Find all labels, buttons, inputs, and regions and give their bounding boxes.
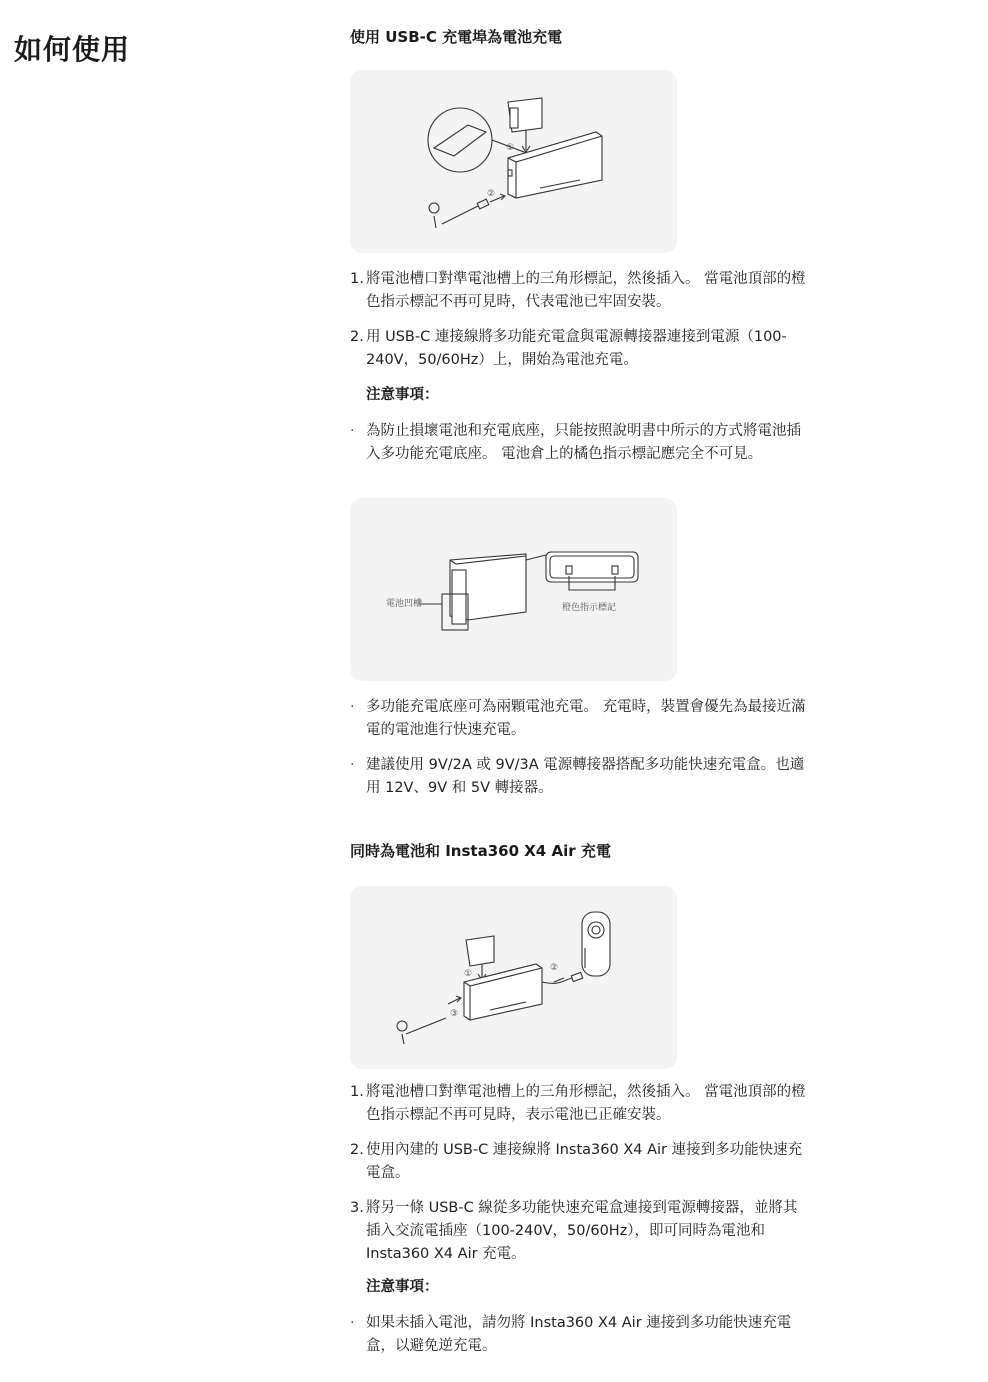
camera-charging-diagram: [350, 886, 677, 1069]
bullet: ·: [350, 423, 355, 439]
step-number: 1.: [350, 1084, 364, 1100]
section1-steps: [350, 268, 810, 384]
marker-2: ②: [550, 963, 559, 973]
step-text: 將另一條 USB-C 線從多功能快速充電盒連接到電源轉接器，並將其插入交流電插座（100-240V，50/60Hz），即可同時為電池和 Insta360 X4 Air 充電。: [366, 1200, 798, 1262]
step-number: 2.: [350, 1142, 364, 1158]
note-item: [350, 754, 810, 800]
bullet: ·: [350, 699, 355, 715]
illustration-battery-slot: [350, 498, 677, 681]
figure-camera-charging: [350, 886, 810, 1069]
section-usb-c-charging: [350, 26, 810, 48]
note-text: 多功能充電底座可為兩顆電池充電。 充電時，裝置會優先為最接近滿電的電池進行快速充電。: [366, 699, 806, 738]
figure-battery-charging: [350, 70, 810, 253]
note-item: [350, 696, 810, 742]
bullet: ·: [350, 757, 355, 773]
section-title: 使用 USB-C 充電埠為電池充電: [350, 28, 563, 46]
note-text: 如果未插入電池，請勿將 Insta360 X4 Air 連接到多功能快速充電盒，以避免逆充電。: [366, 1315, 792, 1354]
section-simultaneous-charging: [350, 840, 810, 862]
step-item: [350, 326, 810, 372]
marker-1: ①: [464, 969, 473, 979]
battery-slot-diagram: [350, 498, 677, 681]
note-text: 為防止損壞電池和充電底座，只能按照說明書中所示的方式將電池插入多功能充電底座。 電池倉上的橘色指示標記應完全不可見。: [366, 423, 801, 462]
step-item: [350, 1139, 810, 1185]
illustration-camera-and-battery: [350, 886, 677, 1069]
bullet: ·: [350, 1315, 355, 1331]
step-number: 3.: [350, 1200, 364, 1216]
figure-orange-marker: [350, 498, 810, 681]
note-item: [350, 1312, 810, 1358]
illustration-charging-box: [350, 70, 677, 253]
marker-1: ①: [506, 143, 515, 153]
note-title: 注意事項：: [366, 1279, 439, 1295]
section1-notes: [350, 384, 810, 478]
section2-notes: [350, 1276, 810, 1370]
step-item: [350, 268, 810, 314]
marker-2: ②: [487, 189, 496, 199]
note-title: 注意事項：: [366, 387, 439, 403]
step-number: 1.: [350, 271, 364, 287]
step-text: 將電池槽口對準電池槽上的三角形標記，然後插入。 當電池頂部的橙色指示標記不再可見時，代表電池已牢固安裝。: [366, 271, 806, 310]
charging-box-diagram: [350, 70, 677, 253]
section2-steps: [350, 1081, 810, 1278]
step-item: [350, 1081, 810, 1127]
note-item: [350, 420, 810, 466]
label-battery-groove: 電池凹槽: [386, 599, 423, 609]
note-text: 建議使用 9V/2A 或 9V/3A 電源轉接器搭配多功能快速充電盒。也適用 12V、9V 和 5V 轉接器。: [366, 757, 805, 796]
marker-3: ③: [450, 1009, 459, 1019]
page-title: 如何使用: [14, 33, 131, 66]
section-title: 同時為電池和 Insta360 X4 Air 充電: [350, 842, 611, 860]
step-text: 使用內建的 USB-C 連接線將 Insta360 X4 Air 連接到多功能快速充電盒。: [366, 1142, 803, 1181]
step-text: 將電池槽口對準電池槽上的三角形標記，然後插入。 當電池頂部的橙色指示標記不再可見時，表示電池已正確安裝。: [366, 1084, 806, 1123]
step-text: 用 USB-C 連接線將多功能充電盒與電源轉接器連接到電源（100-240V，50/60Hz）上，開始為電池充電。: [366, 329, 787, 368]
step-item: [350, 1197, 810, 1266]
section1-notes-b: [350, 696, 810, 812]
label-orange-marker: 橙色指示標記: [562, 603, 617, 613]
step-number: 2.: [350, 329, 364, 345]
